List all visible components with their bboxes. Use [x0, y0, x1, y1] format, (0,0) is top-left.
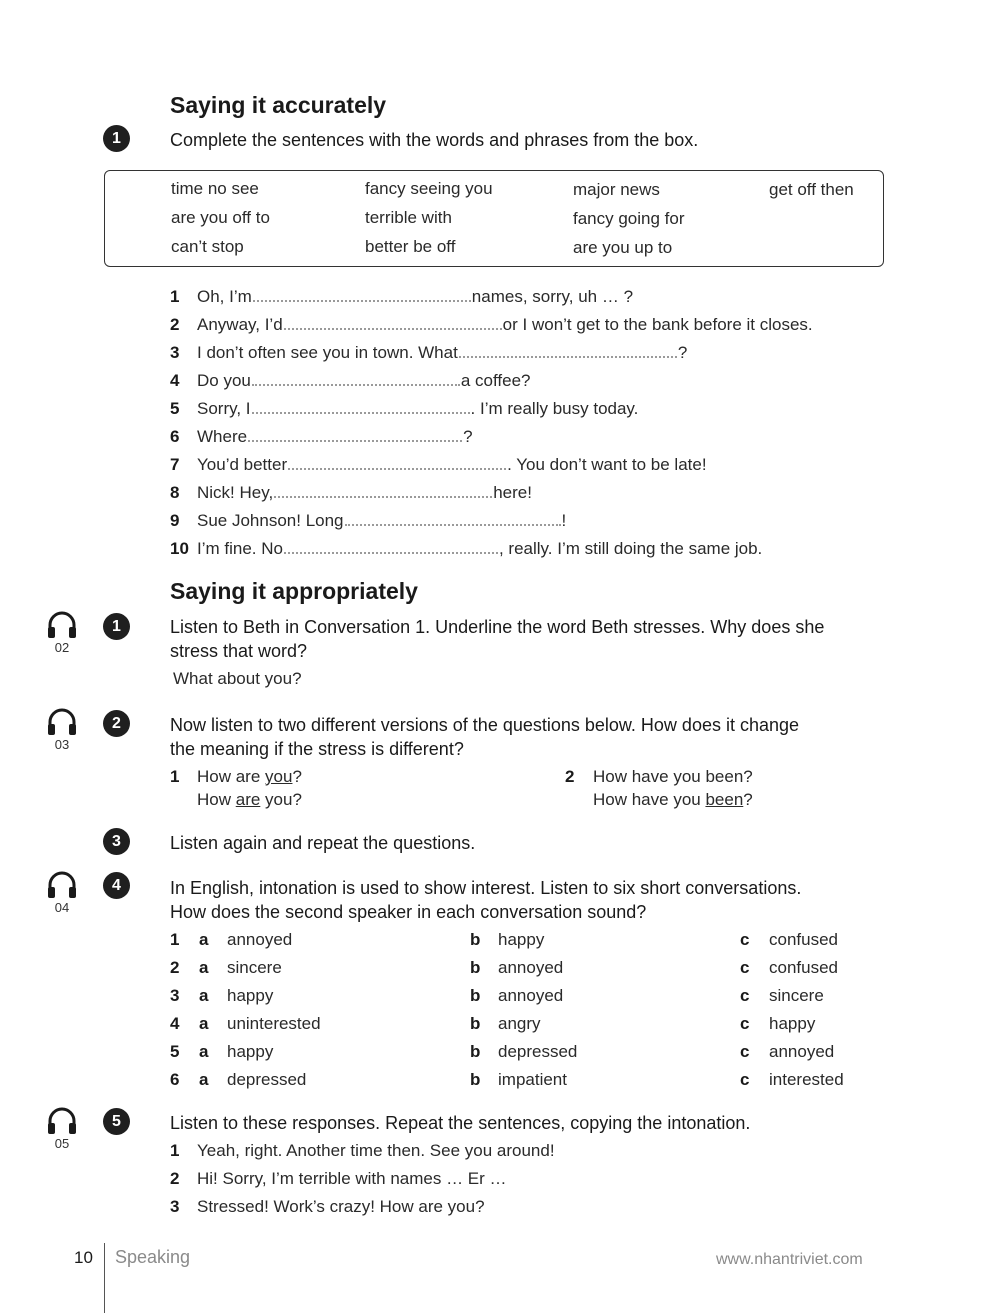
item-text-before: Sorry, I [197, 399, 251, 418]
row-number: 6 [170, 1070, 180, 1089]
item-number: 6 [170, 427, 180, 446]
box-word: terrible with [365, 208, 452, 227]
option-letter-c: c [740, 958, 750, 977]
exercise-instruction: Complete the sentences with the words and phrases from the box. [170, 130, 699, 150]
option-letter-b: b [470, 986, 481, 1005]
item-number: 1 [170, 287, 180, 306]
option-c[interactable]: confused [769, 958, 838, 977]
box-word: can’t stop [171, 237, 244, 256]
footer-divider [104, 1243, 105, 1313]
track-number: 04 [54, 900, 70, 915]
exercise-number-badge: 2 [103, 710, 130, 737]
page-number: 10 [74, 1248, 93, 1267]
row-number: 5 [170, 1042, 180, 1061]
option-letter-a: a [199, 1042, 209, 1061]
item-text-after: ! [561, 511, 567, 530]
option-letter-a: a [199, 1014, 209, 1033]
item-text-after: here! [493, 483, 532, 502]
gap-fill-item [197, 427, 473, 447]
box-word: fancy seeing you [365, 179, 493, 198]
gap-fill-item [197, 287, 633, 307]
option-letter-b: b [470, 958, 481, 977]
gap-fill-item [197, 455, 707, 475]
audio-track-03[interactable] [44, 706, 80, 752]
option-letter-c: c [740, 930, 750, 949]
row-number: 3 [170, 986, 180, 1005]
option-letter-a: a [199, 986, 209, 1005]
option-b[interactable]: annoyed [498, 958, 564, 977]
gap-fill-item [197, 511, 566, 531]
exercise-number-badge: 3 [103, 828, 130, 855]
item-text-after: names, sorry, uh … ? [471, 287, 634, 306]
item-number: 2 [170, 315, 180, 334]
response-sentence: Hi! Sorry, I’m terrible with names … Er … [197, 1169, 507, 1188]
stressed-word: you [265, 767, 293, 786]
item-number: 8 [170, 483, 180, 502]
exercise-instruction: Listen to these responses. Repeat the sentences, copying the intonation. [170, 1113, 751, 1133]
option-b[interactable]: impatient [498, 1070, 567, 1089]
item-text-after: , really. I’m still doing the same job. [498, 539, 763, 558]
option-c[interactable]: happy [769, 1014, 816, 1033]
exercise-instruction-line: In English, intonation is used to show interest. Listen to six short conversations. [170, 878, 802, 898]
track-number: 02 [54, 640, 70, 655]
headphones-icon [46, 869, 78, 899]
box-word: fancy going for [573, 209, 685, 228]
item-number: 5 [170, 399, 180, 418]
exercise-instruction-line: Listen to Beth in Conversation 1. Underline the word Beth stresses. Why does she [170, 617, 825, 637]
option-b[interactable]: happy [498, 930, 545, 949]
option-letter-a: a [199, 1070, 209, 1089]
option-a[interactable]: uninterested [227, 1014, 321, 1033]
option-letter-c: c [740, 986, 750, 1005]
option-c[interactable]: annoyed [769, 1042, 835, 1061]
option-b[interactable]: annoyed [498, 986, 564, 1005]
question-text: How [197, 790, 236, 809]
question-version-b [197, 790, 302, 810]
track-number: 05 [54, 1136, 70, 1151]
exercise-instruction: Listen again and repeat the questions. [170, 833, 476, 853]
item-text-after: or I won’t get to the bank before it closes. [502, 315, 813, 334]
row-number: 4 [170, 1014, 180, 1033]
exercise-instruction-line: Now listen to two different versions of the questions below. How does it change [170, 715, 800, 735]
gap-fill-item [197, 483, 532, 503]
item-text-after: . I’m really busy today. [470, 399, 639, 418]
question-number: 2 [565, 767, 575, 786]
answer-blank[interactable] [252, 374, 460, 386]
response-sentence: Yeah, right. Another time then. See you around! [197, 1141, 555, 1160]
track-number: 03 [54, 737, 70, 752]
box-word: major news [573, 180, 660, 199]
gap-fill-item [197, 315, 813, 335]
exercise-instruction-line: stress that word? [170, 641, 308, 661]
option-c[interactable]: interested [769, 1070, 844, 1089]
headphones-icon [46, 1105, 78, 1135]
question-text: ? [292, 767, 302, 786]
question-version-a [197, 767, 302, 787]
option-letter-b: b [470, 1042, 481, 1061]
item-text-before: Sue Johnson! Long [197, 511, 344, 530]
item-text-after: ? [463, 427, 473, 446]
item-text-before: Nick! Hey, [197, 483, 274, 502]
option-b[interactable]: depressed [498, 1042, 578, 1061]
exercise-instruction-line: How does the second speaker in each conversation sound? [170, 902, 647, 922]
box-word: time no see [171, 179, 259, 198]
option-letter-a: a [199, 958, 209, 977]
item-number: 3 [170, 1197, 180, 1216]
exercise-number-badge: 5 [103, 1108, 130, 1135]
option-letter-b: b [470, 1014, 481, 1033]
audio-track-02[interactable] [44, 609, 80, 655]
gap-fill-item [197, 399, 638, 419]
item-number: 4 [170, 371, 180, 390]
audio-track-04[interactable] [44, 869, 80, 915]
row-number: 2 [170, 958, 180, 977]
footer-section-name: Speaking [115, 1247, 191, 1267]
item-number: 1 [170, 1141, 180, 1160]
item-text-after: . You don’t want to be late! [507, 455, 707, 474]
option-letter-a: a [199, 930, 209, 949]
item-number: 7 [170, 455, 180, 474]
option-letter-c: c [740, 1070, 750, 1089]
exercise-subtext: What about you? [173, 669, 302, 688]
answer-blank[interactable] [284, 318, 502, 330]
answer-blank[interactable] [274, 486, 492, 498]
answer-blank[interactable] [253, 290, 471, 302]
gap-fill-item [197, 539, 762, 559]
option-a[interactable]: happy [227, 986, 274, 1005]
item-text-before: Do you [197, 371, 251, 390]
question-text: you? [260, 790, 302, 809]
item-text-before: You’d better [197, 455, 288, 474]
option-b[interactable]: angry [498, 1014, 541, 1033]
headphones-icon [46, 706, 78, 736]
option-letter-c: c [740, 1014, 750, 1033]
item-number: 10 [170, 539, 189, 558]
item-number: 3 [170, 343, 180, 362]
footer-url[interactable]: www.nhantriviet.com [716, 1251, 863, 1268]
question-text: ? [743, 790, 753, 809]
response-sentence: Stressed! Work’s crazy! How are you? [197, 1197, 485, 1216]
item-text-before: Where [197, 427, 248, 446]
audio-track-05[interactable] [44, 1105, 80, 1151]
question-version-b [593, 790, 753, 810]
box-word: get off then [769, 180, 854, 199]
exercise-instruction-line: the meaning if the stress is different? [170, 739, 464, 759]
item-number: 9 [170, 511, 180, 530]
gap-fill-item [197, 371, 531, 391]
option-a[interactable]: annoyed [227, 930, 293, 949]
item-text-before: Anyway, I’d [197, 315, 283, 334]
gap-fill-item [197, 343, 687, 363]
option-letter-b: b [470, 930, 481, 949]
answer-blank[interactable] [459, 346, 677, 358]
item-text-before: Oh, I’m [197, 287, 252, 306]
exercise-number-badge: 4 [103, 872, 130, 899]
row-number: 1 [170, 930, 180, 949]
section-title-accurately: Saying it accurately [170, 92, 387, 118]
stressed-word: are [235, 790, 261, 809]
exercise-number-badge: 1 [103, 125, 130, 152]
item-number: 2 [170, 1169, 180, 1188]
item-text-before: I don’t often see you in town. What [197, 343, 458, 362]
option-letter-c: c [740, 1042, 750, 1061]
question-text: How are [197, 767, 266, 786]
item-text-before: I’m fine. No [197, 539, 283, 558]
box-word: are you up to [573, 238, 673, 257]
option-a[interactable]: depressed [227, 1070, 307, 1089]
stressed-word: been [705, 790, 744, 809]
item-text-after: ? [677, 343, 688, 362]
option-letter-b: b [470, 1070, 481, 1089]
item-text-after: a coffee? [460, 371, 531, 390]
answer-blank[interactable] [288, 458, 506, 470]
option-c[interactable]: confused [769, 930, 838, 949]
option-a[interactable]: sincere [227, 958, 282, 977]
option-a[interactable]: happy [227, 1042, 274, 1061]
box-word: are you off to [171, 208, 270, 227]
answer-blank[interactable] [252, 402, 470, 414]
option-c[interactable]: sincere [769, 986, 824, 1005]
answer-blank[interactable] [284, 542, 498, 554]
question-number: 1 [170, 767, 180, 786]
headphones-icon [46, 609, 78, 639]
answer-blank[interactable] [248, 430, 462, 442]
answer-blank[interactable] [345, 514, 561, 526]
section-title-appropriately: Saying it appropriately [170, 578, 418, 604]
exercise-number-badge: 1 [103, 613, 130, 640]
question-text: How have you [593, 790, 706, 809]
question-version-a: How have you been? [593, 767, 753, 786]
box-word: better be off [365, 237, 456, 256]
